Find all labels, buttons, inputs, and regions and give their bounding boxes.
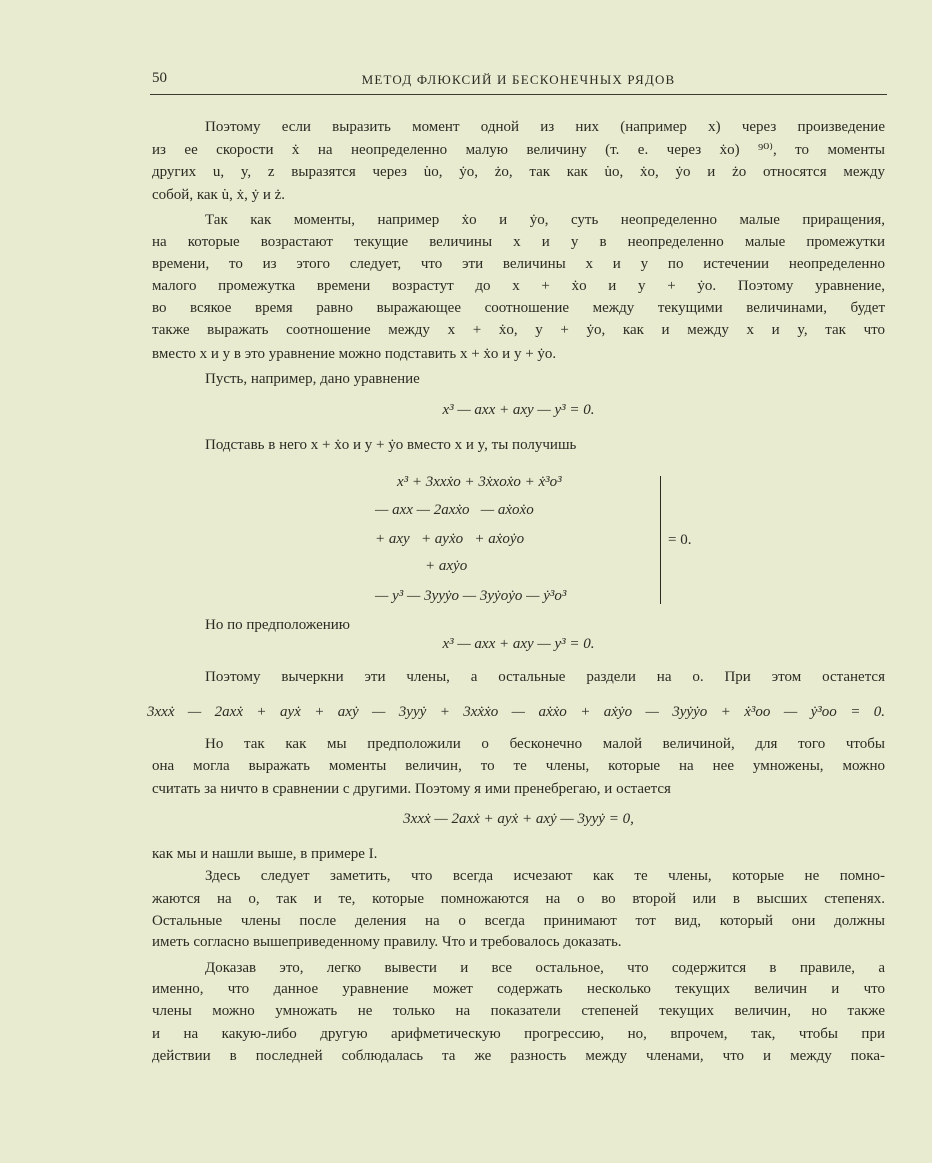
text-line: считать за ничто в сравнении с другими. Поэтому я ими пренебрегаю, и остается	[152, 781, 671, 797]
text-line: Поэтому вычеркни эти члены, а остальные раздели на o. При этом останется	[205, 669, 885, 685]
text-line: также выражать соотношение между x + ẋo, y + ẏo, как и между x и y, так что	[152, 322, 885, 338]
text-line: на которые возрастают текущие величины x и y в неопределенно малые промежутки	[152, 234, 885, 250]
text-line: собой, как u̇, ẋ, ẏ и ż.	[152, 187, 286, 203]
expansion-row: + axẏo	[425, 558, 468, 574]
page-number: 50	[152, 70, 167, 86]
equation-line: 3xxẋ — 2axẋ + ayẋ + axẏ — 3yyẏ = 0,	[403, 811, 634, 827]
text-line: других u, y, z выразятся через u̇o, ẏo, żo, так как u̇o, ẋo, ẏo и żo относятся между	[152, 164, 885, 180]
text-line: действии в последней соблюдалась та же разность между членами, что и между пока-	[152, 1048, 885, 1064]
brace	[660, 476, 667, 604]
text-line: именно, что данное уравнение может содержать несколько текущих величин и что	[152, 981, 885, 997]
equation-line: 3xxẋ — 2axẋ + ayẋ + axẏ — 3yyẏ + 3xẋẋo — aẋẋo + aẋẏo — 3yẏẏo + ẋ³oo — ẏ³oo = 0.	[147, 704, 885, 720]
text-line: Так как моменты, например ẋo и ẏo, суть неопределенно малые приращения,	[205, 212, 885, 228]
text-line: Подставь в него x + ẋo и y + ẏo вместо x и y, ты получишь	[205, 437, 577, 453]
expansion-result: = 0.	[668, 532, 692, 548]
text-line: Но по предположению	[205, 617, 351, 633]
text-line: времени, то из этого следует, что эти величины x и y по истечении неопределенно	[152, 256, 885, 272]
text-line: Но так как мы предположили o бесконечно малой величиной, для того чтобы	[205, 736, 885, 752]
expansion-row: + axy + ayẋo + aẋoẏo	[375, 531, 525, 547]
text-line: она могла выражать моменты величин, то те члены, которые на нее умножены, можно	[152, 758, 885, 774]
text-line: Пусть, например, дано уравнение	[205, 371, 420, 387]
text-line: из ее скорости ẋ на неопределенно малую величину (т. е. через ẋo) ⁹⁰⁾, то моменты	[152, 142, 885, 158]
text-line: члены можно умножать не только на показатели степеней текущих величин, но также	[152, 1003, 885, 1019]
text-line: жаются на o, так и те, которые помножаются на o во второй или в высших степенях.	[152, 891, 885, 907]
header-rule	[150, 94, 887, 95]
text-line: во всякое время равно выражающее соотношение между текущими величинами, будет	[152, 300, 885, 316]
expansion-row: x³ + 3xxẋo + 3ẋxoẋo + ẋ³o³	[397, 474, 562, 490]
text-line: Поэтому если выразить момент одной из них (например x) через произведение	[205, 119, 885, 135]
text-line: как мы и нашли выше, в примере I.	[152, 846, 378, 862]
text-line: Здесь следует заметить, что всегда исчезают как те члены, которые не помно-	[205, 868, 885, 884]
text-line: малого промежутка времени возрастут до x + ẋo и y + ẏo. Поэтому уравнение,	[152, 278, 885, 294]
running-title: МЕТОД ФЛЮКСИЙ И БЕСКОНЕЧНЫХ РЯДОВ	[361, 72, 676, 87]
expansion-row: — y³ — 3yyẏo — 3yẏoẏo — ẏ³o³	[375, 588, 567, 604]
expansion-row: — axx — 2axẋo — aẋoẋo	[375, 502, 534, 518]
text-line: Доказав это, легко вывести и все остальное, что содержится в правиле, а	[205, 960, 885, 976]
text-line: и на какую-либо другую арифметическую прогрессию, но, впрочем, так, чтобы при	[152, 1026, 885, 1042]
equation-line: x³ — axx + axy — y³ = 0.	[442, 636, 595, 652]
text-line: вместо x и y в это уравнение можно подставить x + ẋo и y + ẏo.	[152, 346, 557, 362]
text-line: Остальные члены после деления на o всегда принимают тот вид, который они должны	[152, 913, 885, 929]
equation-line: x³ — axx + axy — y³ = 0.	[442, 402, 595, 418]
text-line: иметь согласно вышеприведенному правилу. Что и требовалось доказать.	[152, 934, 622, 950]
